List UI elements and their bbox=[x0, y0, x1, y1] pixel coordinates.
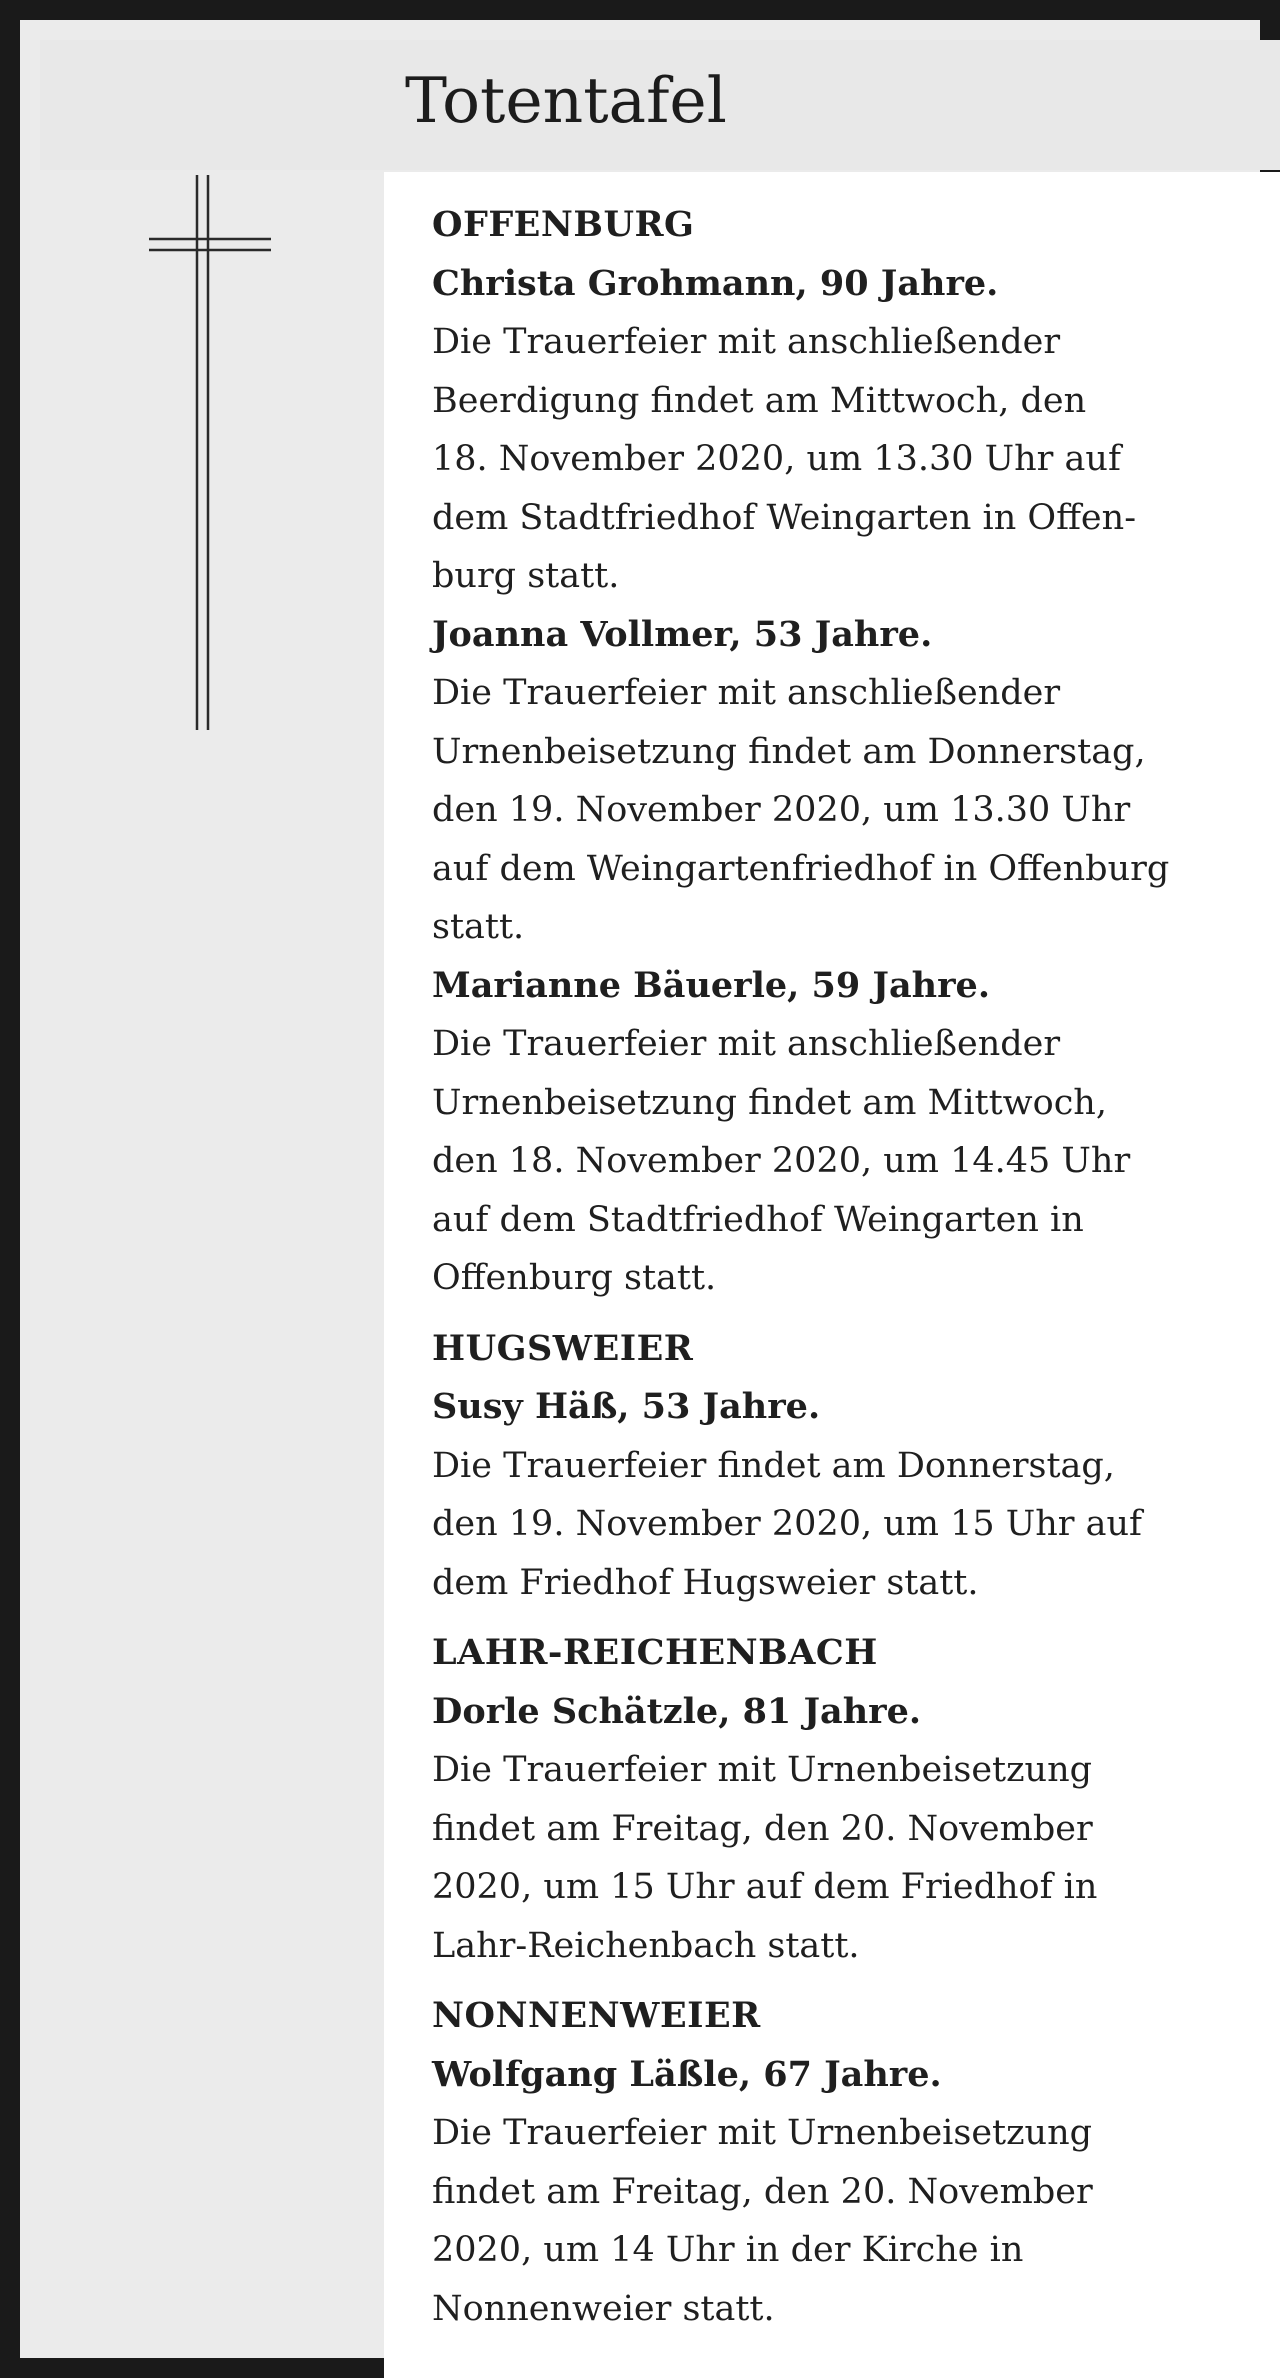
funeral-notice-line: 18. November 2020, um 13.30 Uhr auf bbox=[432, 439, 1121, 479]
funeral-notice-line: dem Friedhof Hugsweier statt. bbox=[432, 1562, 979, 1603]
funeral-notice-line: Die Trauerfeier findet am Donnerstag, bbox=[432, 1445, 1115, 1486]
deceased-name: Christa Grohmann, 90 Jahre. bbox=[432, 262, 999, 304]
cross-icon bbox=[145, 172, 275, 732]
funeral-notice-line: Die Trauerfeier mit anschließender bbox=[432, 673, 1061, 713]
town-heading: HUGSWEIER bbox=[432, 1327, 694, 1369]
funeral-notice-line: Urnenbeisetzung findet am Mittwoch, bbox=[432, 1082, 1107, 1123]
town-heading: NONNENWEIER bbox=[432, 1995, 761, 2036]
deceased-name: Dorle Schätzle, 81 Jahre. bbox=[432, 1690, 922, 1732]
section-gap bbox=[432, 1308, 1272, 1320]
town-heading: OFFENBURG bbox=[432, 204, 695, 245]
funeral-notice-line: dem Stadtfriedhof Weingarten in Offen- bbox=[432, 497, 1137, 538]
funeral-notice-line: Die Trauerfeier mit anschließender bbox=[432, 1024, 1061, 1064]
section-gap bbox=[432, 1612, 1272, 1624]
funeral-notice-line: statt. bbox=[432, 907, 525, 947]
funeral-notice-line: burg statt. bbox=[432, 556, 620, 596]
funeral-notice-line: den 19. November 2020, um 13.30 Uhr bbox=[432, 790, 1131, 830]
funeral-notice-line: Beerdigung findet am Mittwoch, den bbox=[432, 380, 1087, 421]
deceased-name: Wolfgang Läßle, 67 Jahre. bbox=[432, 2053, 942, 2095]
funeral-notice-line: auf dem Weingartenfriedhof in Offenburg bbox=[432, 848, 1170, 889]
funeral-notice-line: Die Trauerfeier mit Urnenbeisetzung bbox=[432, 1750, 1093, 1790]
funeral-notice-line: Die Trauerfeier mit anschließender bbox=[432, 322, 1061, 362]
funeral-notice-line: Offenburg statt. bbox=[432, 1258, 717, 1298]
deceased-name: Marianne Bäuerle, 59 Jahre. bbox=[432, 964, 991, 1006]
section-gap bbox=[432, 1975, 1272, 1987]
funeral-notice-line: den 18. November 2020, um 14.45 Uhr bbox=[432, 1141, 1131, 1181]
page-title: Totentafel bbox=[405, 64, 727, 137]
town-heading: LAHR-REICHENBACH bbox=[432, 1632, 878, 1673]
funeral-notice-line: Urnenbeisetzung findet am Donnerstag, bbox=[432, 731, 1146, 772]
obituary-list-panel bbox=[384, 172, 1280, 2378]
funeral-notice-line: 2020, um 14 Uhr in der Kirche in bbox=[432, 2230, 1024, 2270]
funeral-notice-line: auf dem Stadtfriedhof Weingarten in bbox=[432, 1199, 1084, 1240]
funeral-notice-line: Lahr-Reichenbach statt. bbox=[432, 1925, 860, 1966]
deceased-name: Joanna Vollmer, 53 Jahre. bbox=[432, 613, 933, 655]
funeral-notice-line: den 19. November 2020, um 15 Uhr auf bbox=[432, 1504, 1143, 1544]
funeral-notice-line: 2020, um 15 Uhr auf dem Friedhof in bbox=[432, 1867, 1098, 1907]
funeral-notice-line: Die Trauerfeier mit Urnenbeisetzung bbox=[432, 2113, 1093, 2153]
deceased-name: Susy Häß, 53 Jahre. bbox=[432, 1386, 821, 1427]
funeral-notice-line: Nonnenweier statt. bbox=[432, 2288, 775, 2329]
obituary-list bbox=[432, 196, 1272, 2338]
header bbox=[40, 40, 1280, 170]
funeral-notice-line: findet am Freitag, den 20. November bbox=[432, 1808, 1093, 1849]
funeral-notice-line: findet am Freitag, den 20. November bbox=[432, 2171, 1093, 2212]
